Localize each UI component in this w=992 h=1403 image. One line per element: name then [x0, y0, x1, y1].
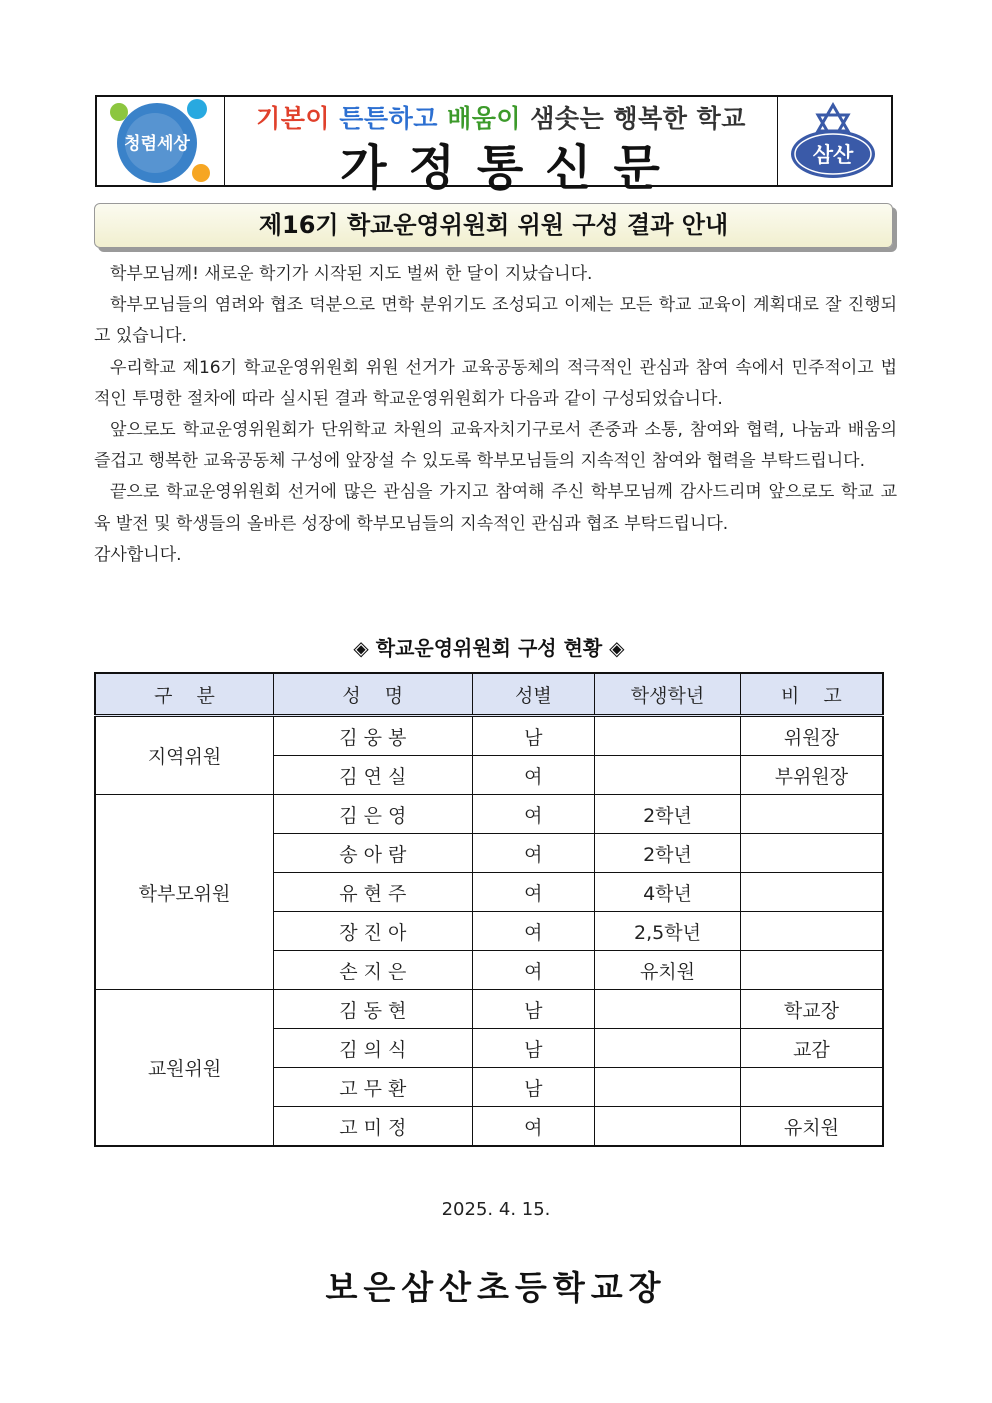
name-cell: 유 현 주 — [274, 873, 472, 912]
grade-cell: 2학년 — [595, 834, 741, 873]
category-cell: 학부모위원 — [95, 795, 274, 990]
paragraph-closing: 감사합니다. — [94, 544, 182, 565]
gender-cell: 여 — [472, 756, 595, 795]
note-cell — [740, 951, 883, 990]
name-cell: 송 아 람 — [274, 834, 472, 873]
committee-table — [94, 672, 884, 1147]
category-cell: 교원위원 — [95, 990, 274, 1147]
header-grade: 학생학년 — [595, 673, 741, 716]
newsletter-header — [95, 95, 893, 196]
logo-text: 청렴세상 — [124, 134, 190, 154]
name-cell: 김 동 현 — [274, 990, 472, 1029]
grade-cell — [595, 716, 741, 756]
name-cell: 김 웅 봉 — [274, 716, 472, 756]
header-center — [225, 97, 777, 196]
note-cell: 교감 — [740, 1029, 883, 1068]
name-cell: 고 무 환 — [274, 1068, 472, 1107]
table-header-row — [95, 673, 883, 716]
signer: 보은삼산초등학교장 — [325, 1268, 667, 1307]
paragraph-2: 학부모님들의 염려와 협조 덕분으로 면학 분위기도 조성되고 이제는 모든 학교 교육이 계획대로 잘 진행되고 있습니다. — [94, 295, 897, 347]
slogan-part-2: 튼튼하고 — [339, 104, 438, 133]
integrity-logo-icon — [97, 97, 222, 185]
gender-cell: 남 — [472, 1029, 595, 1068]
slogan-part-4: 샘솟는 행복한 학교 — [530, 104, 746, 133]
gender-cell: 남 — [472, 1068, 595, 1107]
note-cell: 학교장 — [740, 990, 883, 1029]
gender-cell: 여 — [472, 873, 595, 912]
grade-cell: 2학년 — [595, 795, 741, 834]
table-title: ◈ 학교운영위원회 구성 현황 ◈ — [353, 636, 625, 660]
grade-cell — [595, 756, 741, 795]
emblem-text: 삼산 — [812, 143, 854, 167]
name-cell: 고 미 정 — [274, 1107, 472, 1147]
grade-cell: 2,5학년 — [595, 912, 741, 951]
gender-cell: 여 — [472, 912, 595, 951]
header-name: 성 명 — [274, 673, 472, 716]
note-cell — [740, 834, 883, 873]
grade-cell: 유치원 — [595, 951, 741, 990]
note-cell: 위원장 — [740, 716, 883, 756]
gender-cell: 여 — [472, 951, 595, 990]
name-cell: 장 진 아 — [274, 912, 472, 951]
name-cell: 김 은 영 — [274, 795, 472, 834]
table-row — [95, 716, 883, 756]
name-cell: 김 의 식 — [274, 1029, 472, 1068]
gender-cell: 남 — [472, 990, 595, 1029]
paragraph-5: 끝으로 학교운영위원회 선거에 많은 관심을 가지고 참여해 주신 학부모님께 감사드리며 앞으로도 학교 교육 발전 및 학생들의 올바른 성장에 학부모님들의 지속적인 관심과 협조 부탁드립니다. — [94, 482, 897, 534]
grade-cell — [595, 1107, 741, 1147]
header-gender: 성별 — [472, 673, 595, 716]
note-cell — [740, 795, 883, 834]
gender-cell: 여 — [472, 834, 595, 873]
note-cell: 부위원장 — [740, 756, 883, 795]
note-cell — [740, 1068, 883, 1107]
integrity-logo — [97, 97, 225, 185]
paragraph-4: 앞으로도 학교운영위원회가 단위학교 차원의 교육자치기구로서 존중과 소통, 참여와 협력, 나눔과 배움의 즐겁고 행복한 교육공동체 구성에 앞장설 수 있도록 학부모님들의 지속적인 참여와 협력을 부탁드립니다. — [94, 420, 897, 472]
grade-cell — [595, 1029, 741, 1068]
gender-cell: 여 — [472, 1107, 595, 1147]
note-cell — [740, 873, 883, 912]
paragraph-3: 우리학교 제16기 학교운영위원회 위원 선거가 교육공동체의 적극적인 관심과 참여 속에서 민주적이고 법적인 투명한 절차에 따라 실시된 결과 학교운영위원회가 다음과 같이 구성되었습니다. — [94, 357, 897, 409]
school-emblem-icon — [778, 97, 889, 185]
issue-date: 2025. 4. 15. — [441, 1199, 551, 1220]
header-note: 비 고 — [740, 673, 883, 716]
grade-cell — [595, 1068, 741, 1107]
gender-cell: 여 — [472, 795, 595, 834]
header-category: 구 분 — [95, 673, 274, 716]
note-cell — [740, 912, 883, 951]
table-row — [95, 990, 883, 1029]
gender-cell: 남 — [472, 716, 595, 756]
grade-cell: 4학년 — [595, 873, 741, 912]
newsletter-title: 가정통신문 — [340, 140, 682, 196]
note-cell: 유치원 — [740, 1107, 883, 1147]
category-cell: 지역위원 — [95, 716, 274, 795]
school-emblem — [777, 97, 891, 185]
name-cell: 손 지 은 — [274, 951, 472, 990]
notice-title: 제16기 학교운영위원회 위원 구성 결과 안내 — [94, 203, 893, 248]
name-cell: 김 연 실 — [274, 756, 472, 795]
letter-body — [94, 259, 897, 571]
slogan-part-1: 기본이 — [256, 104, 331, 133]
table-row — [95, 795, 883, 834]
grade-cell — [595, 990, 741, 1029]
paragraph-1: 학부모님께! 새로운 학기가 시작된 지도 벌써 한 달이 지났습니다. — [110, 264, 593, 284]
slogan-part-3: 배움이 — [447, 104, 522, 133]
